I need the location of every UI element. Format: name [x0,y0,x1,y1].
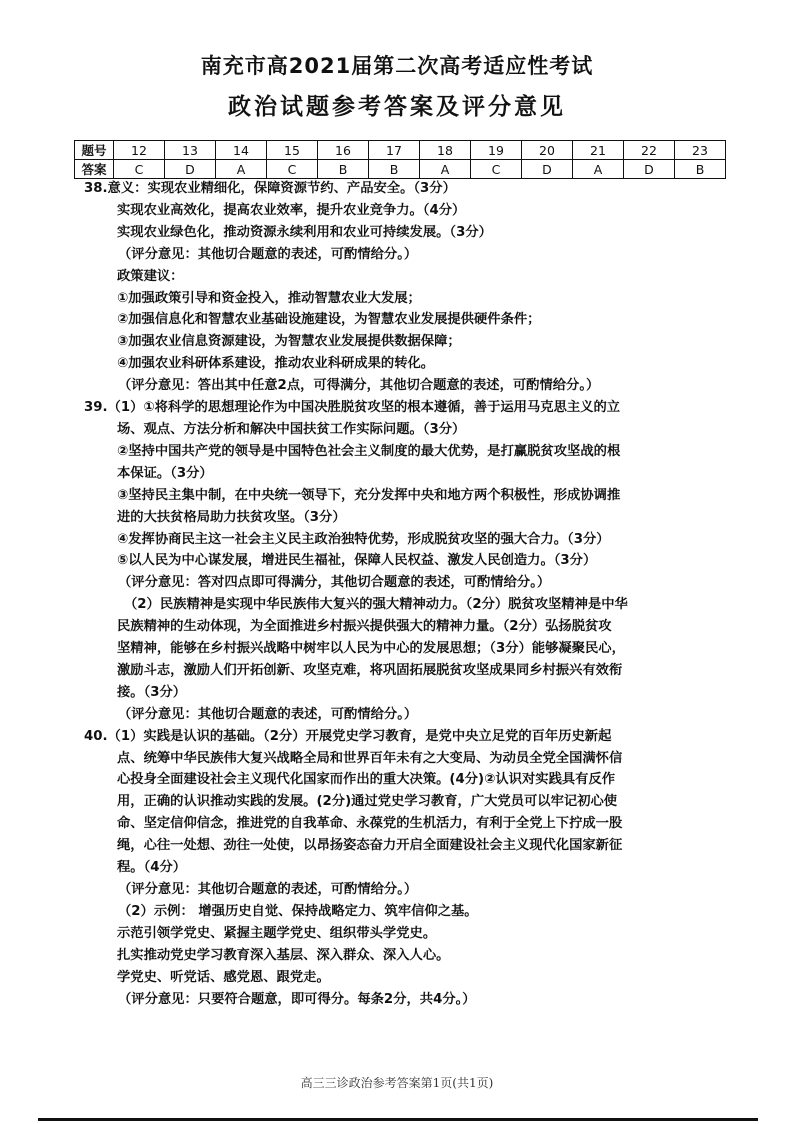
q38-line: ①加强政策引导和资金投入，推动智慧农业大发展； [117,290,421,306]
answer-cell: D [522,160,573,179]
q38-scoring-note: （评分意见：其他切合题意的表述，可酌情给分。） [118,246,418,262]
bottom-rule [38,1118,758,1121]
q40-line: 示范引领学党史、紧握主题学党史、组织带头学党史。 [117,925,437,941]
exam-title: 南充市高2021届第二次高考适应性考试 [200,54,594,78]
question-number-cell: 16 [318,141,369,160]
question-number-cell: 22 [624,141,675,160]
q40-line: 绳，心往一处想、劲往一处使，以昂扬姿态奋力开启全面建设社会主义现代化国家新征 [117,838,623,854]
q40-scoring-note: （评分意见：只要符合题意，即可得分。每条2分，共4分。） [118,991,476,1007]
question-38 [84,178,724,397]
question-number-cell: 12 [114,141,165,160]
q39-line: ④发挥协商民主这一社会主义民主政治独特优势，形成脱贫攻坚的强大合力。（3分） [117,531,610,547]
q38-line: ③加强农业信息资源建设，为智慧农业发展提供数据保障； [117,334,461,350]
answer-key-title: 政治试题参考答案及评分意见 [228,94,566,120]
q40-line: 心投身全面建设社会主义现代化国家而作出的重大决策。(4分)②认识对实践具有反作 [117,772,616,788]
q39-line: 39.（1）①将科学的思想理论作为中国决胜脱贫攻坚的根本遵循，善于运用马克思主义的立 [84,400,621,416]
answer-row [75,160,726,179]
question-number-cell: 20 [522,141,573,160]
q39-line: ⑤以人民为中心谋发展，增进民生福祉，保障人民权益、激发人民创造力。（3分） [117,553,597,569]
q39-scoring-note: （评分意见：答对四点即可得满分，其他切合题意的表述，可酌情给分。） [118,575,551,591]
q39-line: 进的大扶贫格局助力扶贫攻坚。（3分） [117,509,346,525]
answer-cell: A [420,160,471,179]
question-number-cell: 13 [165,141,216,160]
q38-line: 实现农业高效化，提高农业效率，提升农业竞争力。（4分） [117,202,466,218]
page-footer: 高三三诊政治参考答案第1页(共1页) [300,1076,494,1090]
q39-line: 场、观点、方法分析和解决中国扶贫工作实际问题。（3分） [117,421,466,437]
q39-line: 激励斗志，激励人们开拓创新、攻坚克难，将巩固拓展脱贫攻坚成果同乡村振兴有效衔 [117,662,623,678]
question-number-cell: 21 [573,141,624,160]
q40-line: 命、坚定信仰信念，推进党的自我革命、永葆党的生机活力，有利于全党上下拧成一股 [117,816,623,832]
q38-line: 政策建议： [117,268,184,284]
q40-line: 点、统筹中华民族伟大复兴战略全局和世界百年未有之大变局、为动员全党全国满怀信 [117,750,623,766]
question-39 [84,397,724,726]
q39-line: 接。（3分） [117,684,187,700]
q40-line: （2）示例： 增强历史自觉、保持战略定力、筑牢信仰之基。 [118,903,478,919]
question-number-cell: 15 [267,141,318,160]
answer-cell: A [216,160,267,179]
q39-line: （2）民族精神是实现中华民族伟大复兴的强大精神动力。（2分）脱贫攻坚精神是中华 [124,597,628,613]
q38-line: 实现农业绿色化，推动资源永续利用和农业可持续发展。（3分） [117,224,492,240]
question-40 [84,726,724,1011]
q38-line: ④加强农业科研体系建设，推动农业科研成果的转化。 [117,356,435,372]
q39-line: 本保证。（3分） [117,465,213,481]
answer-cell: C [471,160,522,179]
q40-line: 用，正确的认识推动实践的发展。(2分)通过党史学习教育，广大党员可以牢记初心使 [117,794,618,810]
q38-line: ②加强信息化和智慧农业基础设施建设，为智慧农业发展提供硬件条件； [117,312,541,328]
question-number-cell: 18 [420,141,471,160]
answer-cell: D [165,160,216,179]
question-number-cell: 19 [471,141,522,160]
answer-cell: C [114,160,165,179]
q40-line: 学党史、听党话、感党恩、跟党走。 [117,969,330,985]
answer-cell: B [369,160,420,179]
q39-line: ②坚持中国共产党的领导是中国特色社会主义制度的最大优势，是打赢脱贫攻坚战的根 [117,443,621,459]
question-number-cell: 23 [675,141,726,160]
q40-line: 扎实推动党史学习教育深入基层、深入群众、深入人心。 [117,947,450,963]
q38-scoring-note: （评分意见：答出其中任意2点，可得满分，其他切合题意的表述，可酌情给分。） [118,378,600,394]
answer-cell: B [318,160,369,179]
answer-cell: B [675,160,726,179]
q38-line: 38.意义：实现农业精细化，保障资源节约、产品安全。（3分） [84,181,456,196]
answer-label: 答案 [75,160,114,179]
answer-cell: D [624,160,675,179]
q40-line: 程。（4分） [117,860,187,876]
question-number-cell: 14 [216,141,267,160]
question-number-label: 题号 [75,141,114,160]
question-number-row [75,141,726,160]
q39-line: 民族精神的生动体现，为全面推进乡村振兴提供强大的精神力量。（2分）弘扬脱贫攻 [117,619,612,635]
q39-line: 坚精神，能够在乡村振兴战略中树牢以人民为中心的发展思想；（3分）能够凝聚民心， [117,641,625,657]
q40-scoring-note: （评分意见：其他切合题意的表述，可酌情给分。） [118,882,418,897]
answer-body [84,178,724,1010]
q39-line: ③坚持民主集中制，在中央统一领导下，充分发挥中央和地方两个积极性，形成协调推 [117,487,621,503]
answer-cell: A [573,160,624,179]
q40-line: 40.（1）实践是认识的基础。（2分）开展党史学习教育，是党中央立足党的百年历史新起 [84,728,612,744]
q39-scoring-note: （评分意见：其他切合题意的表述，可酌情给分。） [118,706,418,722]
answer-cell: C [267,160,318,179]
answer-table [74,140,726,179]
question-number-cell: 17 [369,141,420,160]
